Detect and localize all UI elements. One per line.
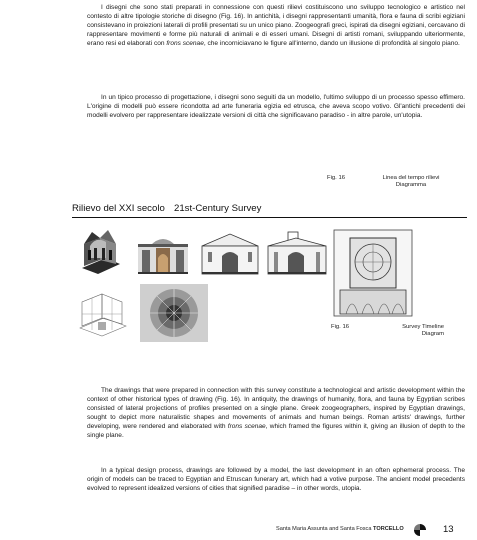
italian-paragraph-2 (87, 93, 465, 120)
italian-paragraph-1 (87, 3, 465, 48)
section-title-english: 21st-Century Survey (174, 203, 262, 214)
section-title-italian: Rilievo del XXI secolo (72, 203, 165, 214)
english-paragraph-1 (87, 386, 465, 441)
figure-interior-elevation (136, 232, 190, 276)
italian-p2-text: In un tipico processo di progettazione, i disegni sono seguiti da un modello, l'ultimo sviluppo di un processo spesso effimero. L'origine di modelli può essere ricondotta ad arte funeraria egizia ed etrusca, che aveva scopo votivo. Gl'antichi precedenti dei modelli evolvero per rappresentare idealizzate versioni di città che significavano paradiso - in altre parole, un'utopia. (87, 94, 465, 120)
running-title: Santa Maria Assunta and Santa Fosca (276, 526, 372, 532)
figure-mid-caption-line1: Survey Timeline (402, 324, 444, 330)
page-number: 13 (443, 524, 454, 535)
running-title-bold: TORCELLO (373, 526, 404, 532)
figure-facade-elevation (198, 232, 262, 276)
figure-mid-caption (360, 324, 444, 339)
italian-p1-text: I disegni che sono stati preparati in connessione con questi rilievi costituiscono uno sviluppo tecnologico e artistico nel contesto di altre tipologie storiche di disegno (Fig. 16). In antichità, i disegni rappresentanti umanità, flora e fauna di scribi egiziani consistevano in proiezioni laterali di profili presentati su un unico piano. Zoogeografi greci, ispirati da disegni egiziani, cercavano di rappresentare movimenti e forme più naturali di animali e di esseri umani. Disegni di artisti romani, sviluppando ulteriormente, erano resi ed elaborati con (87, 4, 465, 48)
english-p2-text: In a typical design process, drawings are followed by a model, the last development in an often ephemeral process. The origin of models can be traced to Egyptian and Etruscan funerary art, which had a votive purpose. The ancient model precedents evolved to represent idealized versions of cities that signified paradise – in other words, utopia. (87, 467, 465, 493)
figure-floor-plan (332, 228, 414, 318)
figure-reflected-ceiling-plan (140, 284, 208, 342)
figure-wireframe-model (76, 288, 130, 338)
italian-p1-italic: frons scenae (166, 40, 204, 48)
english-p1-text: The drawings that were prepared in connection with this survey constitute a technological and artistic development within the context of other historical types of drawing (Fig. 16). In antiquity, the drawings of humanity, flora, and fauna by Egyptian scribes consisted of lateral projections of profiles presented on a single plane. Greek zoogeographers, inspired by Egyptian drawings, sought to depict more naturalistic shapes and movements of animals and human beings. Roman artists' drawings, further developing, were rendered and elaborated with (87, 387, 465, 431)
section-header (72, 198, 467, 218)
italian-p1-text-end: , che incorniciavano le figure all'interno, dando un illusione di profondità al singolo piano. (203, 40, 460, 48)
figure-mid-caption-line2: Diagram (421, 331, 444, 338)
figure-top-caption-line2: Diagramma (395, 182, 427, 189)
english-p1-text-end: , which framed the figures within it, giving an illusion of depth to the single plane. (87, 423, 465, 440)
figure-axonometric-section (76, 228, 126, 276)
english-p1-italic: frons scenae (227, 423, 266, 431)
running-footer (276, 526, 404, 532)
figure-top-caption (352, 175, 470, 190)
figure-mid-number: Fig. 16 (331, 324, 350, 330)
figure-section-drawing (266, 230, 328, 276)
publisher-logo-icon (414, 523, 426, 535)
figure-top-caption-line1: Linea del tempo rilievi (382, 175, 440, 181)
figure-top-number: Fig. 16 (327, 175, 346, 181)
english-paragraph-2 (87, 466, 465, 493)
